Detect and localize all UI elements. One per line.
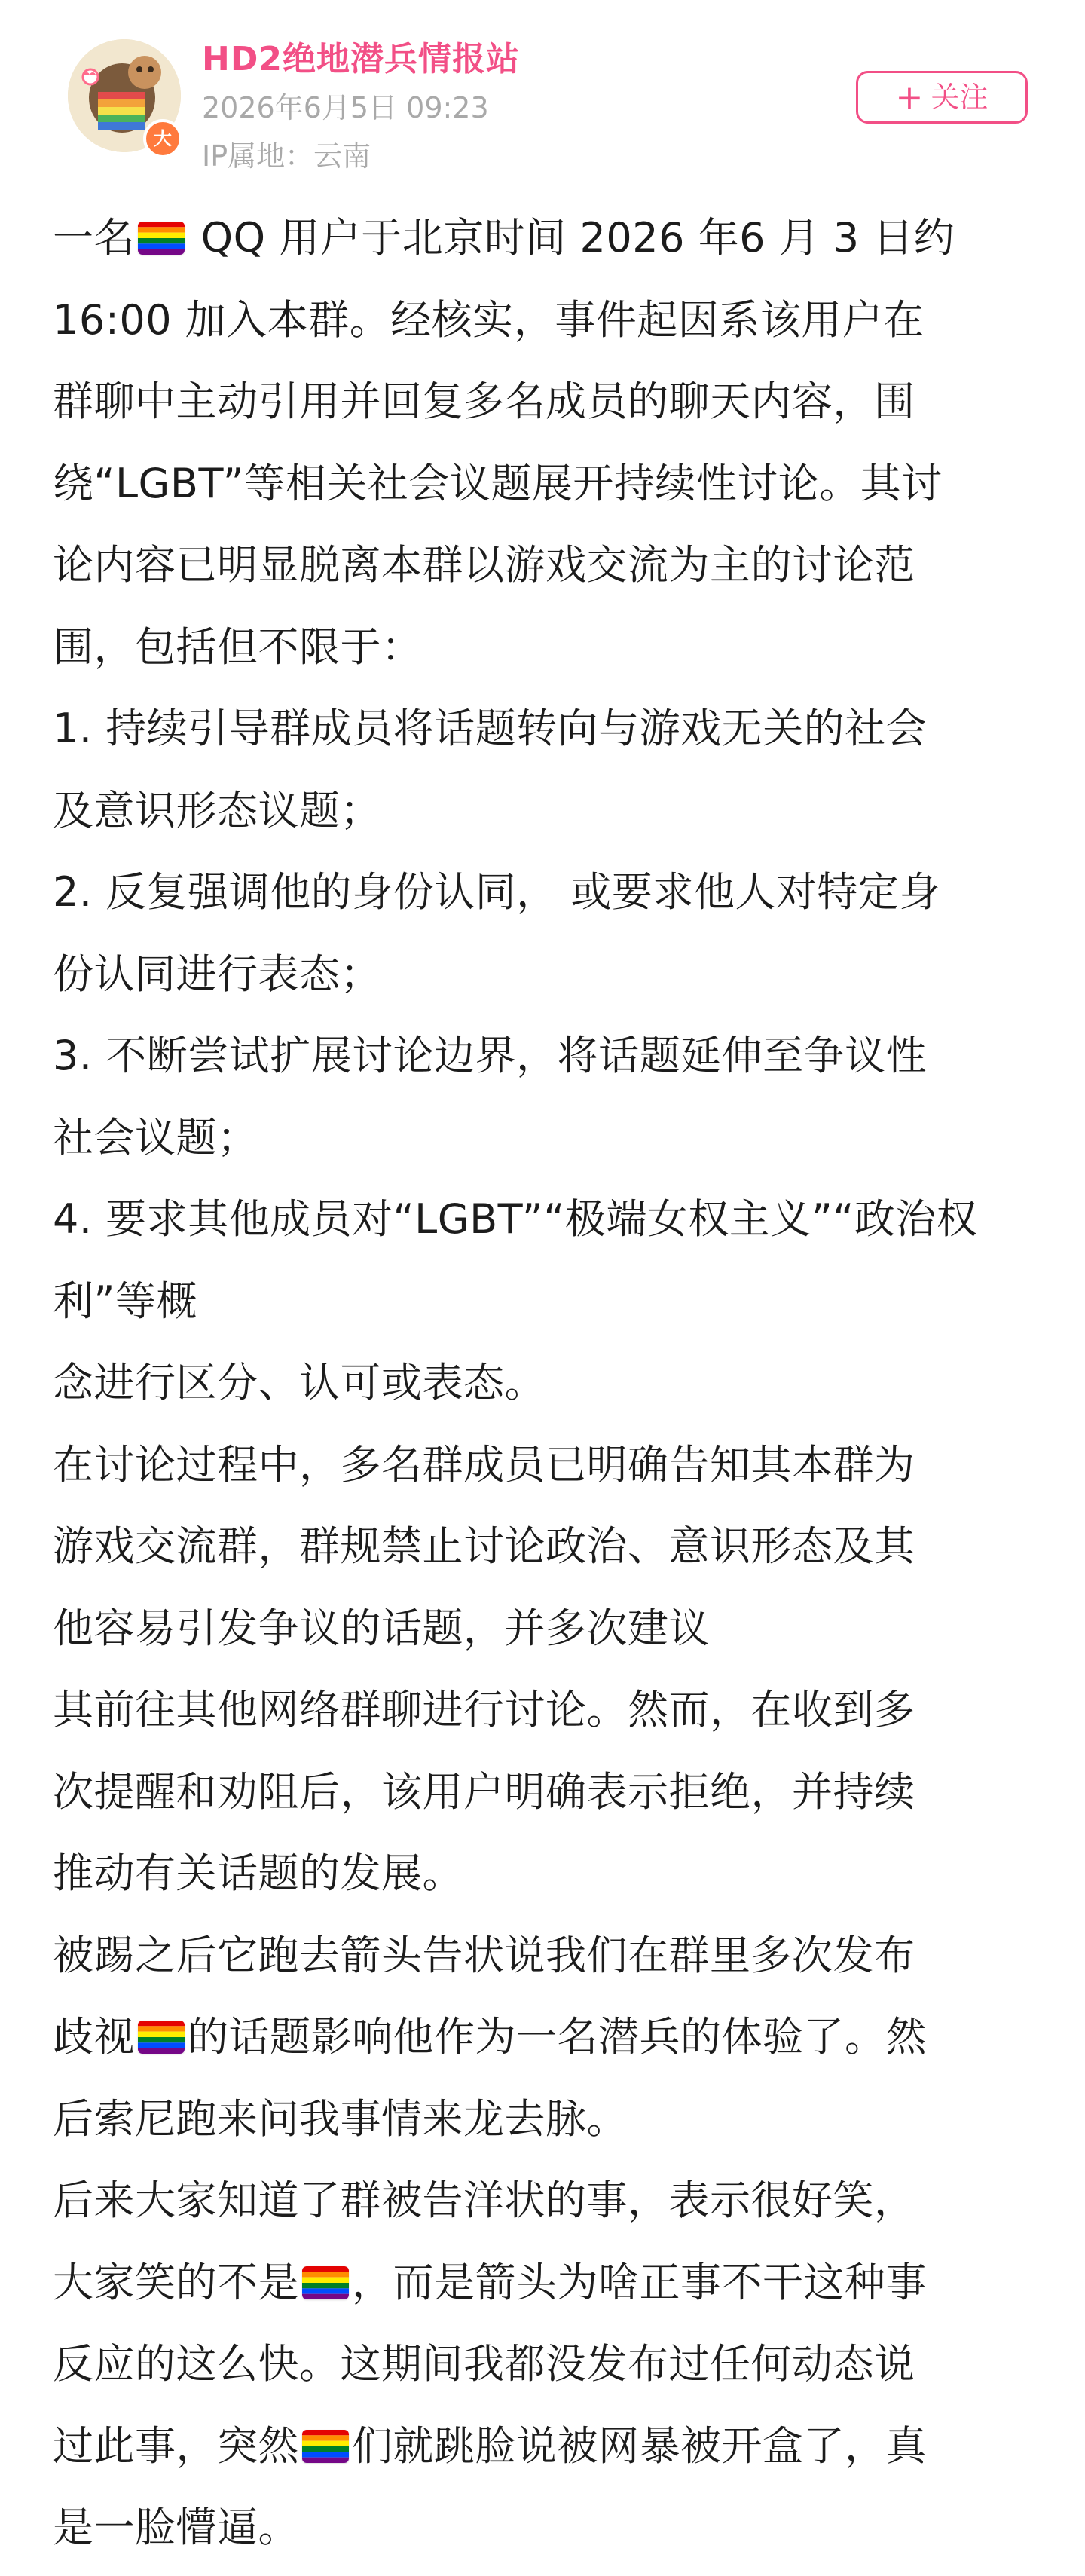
post-text: 后来大家知道了群被告洋状的事，表示很好笑， [53, 2177, 915, 2224]
post-line [53, 607, 1047, 689]
post-line [53, 280, 1047, 362]
post-line [53, 2079, 1047, 2161]
post-text: 社会议题； [53, 1113, 258, 1161]
post-line [53, 934, 1047, 1016]
post-line [53, 1506, 1047, 1588]
post-text: 其前往其他网络群聊进行讨论。然而，在收到多 [53, 1686, 915, 1733]
post-text: 他容易引发争议的话题，并多次建议 [53, 1604, 710, 1652]
post-line [53, 2160, 1047, 2242]
post-text: QQ 用户于北京时间 2026 年6 月 3 日约 [188, 214, 955, 262]
rainbow-flag-icon [138, 222, 185, 255]
post-text: 过此事，突然 [53, 2422, 299, 2470]
post-text: 是一脸懵逼。 [53, 2504, 299, 2551]
post-line [53, 688, 1047, 770]
post-text: 群聊中主动引用并回复多名成员的聊天内容，围 [53, 378, 915, 425]
post-line [53, 2406, 1047, 2488]
post-text: 4. 要求其他成员对“LGBT”“极端女权主义”“政治权 [53, 1195, 978, 1243]
post-line [53, 1015, 1047, 1097]
post-text: 及意识形态议题； [53, 786, 381, 834]
post-text: 绕“LGBT”等相关社会议题展开持续性讨论。其讨 [53, 459, 943, 507]
post-line [53, 443, 1047, 525]
post-text: 念进行区分、认可或表态。 [53, 1359, 546, 1406]
post-text: 论内容已明显脱离本群以游戏交流为主的讨论范 [53, 541, 915, 589]
post-line [53, 1588, 1047, 1670]
post-line [53, 1424, 1047, 1507]
post-timestamp: 2026年6月5日 09:23 [202, 91, 489, 124]
post-line [53, 1342, 1047, 1424]
post-text: 后索尼跑来问我事情来龙去脉。 [53, 2094, 628, 2143]
follow-button[interactable] [856, 71, 1028, 124]
post-text: 利”等概 [53, 1277, 197, 1325]
avatar-badge: 大 [143, 119, 182, 158]
post-line [53, 1097, 1047, 1179]
post-line [53, 852, 1047, 934]
plus-icon: + [895, 78, 924, 117]
post-text: 一名 [53, 214, 135, 262]
post-line [53, 1669, 1047, 1751]
post-text: 份认同进行表态； [53, 950, 381, 998]
ip-location: IP属地：云南 [202, 139, 371, 173]
post-text: 游戏交流群，群规禁止讨论政治、意识形态及其 [53, 1522, 915, 1570]
post-text: 们就跳脸说被网暴被开盒了，真 [352, 2422, 927, 2470]
post-line [53, 1996, 1047, 2079]
post-text: 的话题影响他作为一名潜兵的体验了。然 [188, 2013, 927, 2060]
post-text: 反应的这么快。这期间我都没发布过任何动态说 [53, 2340, 915, 2388]
post-text: 16:00 加入本群。经核实，事件起因系该用户在 [53, 295, 925, 344]
rainbow-flag-icon [302, 2266, 349, 2299]
post-text: 1. 持续引导群成员将话题转向与游戏无关的社会 [53, 705, 928, 752]
post-line [53, 1751, 1047, 1834]
post-text: 3. 不断尝试扩展讨论边界，将话题延伸至争议性 [53, 1032, 928, 1079]
post-text: 被踢之后它跑去箭头告状说我们在群里多次发布 [53, 1931, 915, 1979]
post-text: 围，包括但不限于： [53, 623, 423, 671]
post-text: 次提醒和劝阻后，该用户明确表示拒绝，并持续 [53, 1767, 915, 1816]
post-line [53, 361, 1047, 443]
post-text: 推动有关话题的发展。 [53, 1849, 463, 1897]
post-line [53, 525, 1047, 607]
post-text: 大家笑的不是 [53, 2258, 299, 2306]
author-avatar[interactable] [68, 39, 181, 152]
follow-button-label: 关注 [931, 81, 989, 114]
post-line [53, 770, 1047, 852]
post-line [53, 197, 1047, 280]
post-text: 2. 反复强调他的身份认同， 或要求他人对特定身 [53, 868, 940, 916]
post-text: 歧视 [53, 2013, 135, 2060]
post-body [53, 197, 1047, 2569]
post-line [53, 2487, 1047, 2569]
rainbow-flag-icon [138, 2021, 185, 2054]
post-text: 在讨论过程中，多名群成员已明确告知其本群为 [53, 1440, 915, 1488]
author-name[interactable]: HD2绝地潜兵情报站 [202, 40, 520, 78]
post-header [0, 0, 1085, 181]
post-line [53, 1833, 1047, 1915]
post-line [53, 2324, 1047, 2406]
post-line [53, 2242, 1047, 2324]
post-line [53, 1179, 1047, 1261]
post-text: ，而是箭头为啥正事不干这种事 [352, 2258, 927, 2306]
post-line [53, 1261, 1047, 1343]
rainbow-flag-icon [302, 2430, 349, 2463]
post-line [53, 1915, 1047, 1997]
